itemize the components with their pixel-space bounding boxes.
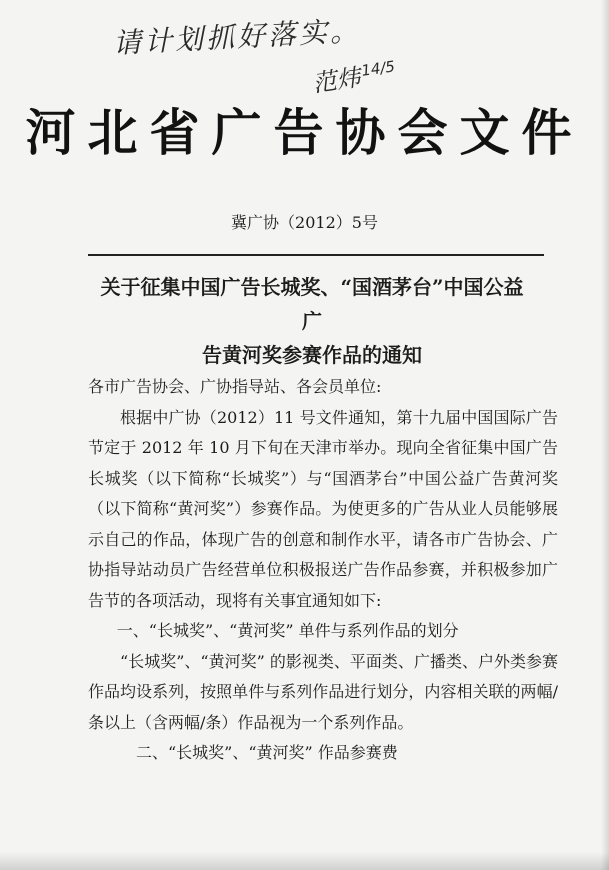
doc-number: 冀广协（2012）5号 — [231, 213, 378, 232]
org-title: 河北省广告协会文件 — [25, 104, 584, 162]
section-heading-1: 一、“长城奖”、“黄河奖” 单件与系列作品的划分 — [116, 621, 459, 640]
notice-body — [88, 372, 558, 769]
notice-title-line2: 告黄河奖参赛作品的通知 — [202, 343, 422, 367]
handwritten-note: 请计划抓好落实。 — [112, 14, 362, 60]
paragraph-division: “长城奖”、“黄河奖” 的影视类、平面类、广播类、户外类参赛作品均设系列，按照单件与系列作品进行划分，内容相关联的两幅/条以上（含两幅/条）作品视为一个系列作品。 — [88, 651, 558, 732]
section-heading-2: 二、“长城奖”、“黄河奖” 作品参赛费 — [136, 743, 398, 762]
scan-bottom-shadow — [0, 852, 609, 870]
notice-title-line1: 关于征集中国广告长城奖、“国酒茅台”中国公益广 — [100, 275, 524, 333]
signature-name: 范炜 — [310, 63, 363, 98]
header-divider — [88, 254, 544, 256]
handwritten-signature — [310, 52, 398, 98]
scan-edge-shadow — [601, 0, 609, 870]
notice-title — [92, 270, 532, 372]
paragraph-intro: 根据中广协（2012）11 号文件通知，第十九届中国国际广告节定于 2012 年 10 月下旬在天津市举办。现向全省征集中国广告长城奖（以下简称“长城奖”）与“国酒茅台”中国公益广告黄河奖（以下简称“黄河奖”）参赛作品。为使更多的广告从业人员能够展示自己的作品，体现广告的创意和制作水平，请各市广告协会、广协指导站动员广告经营单位积极报送广告作品参赛，并积极参加广告节的各项活动，现将有关事宜通知如下: — [88, 407, 558, 610]
signature-date: 14/5 — [360, 57, 397, 80]
salutation: 各市广告协会、广协指导站、各会员单位: — [88, 377, 382, 396]
